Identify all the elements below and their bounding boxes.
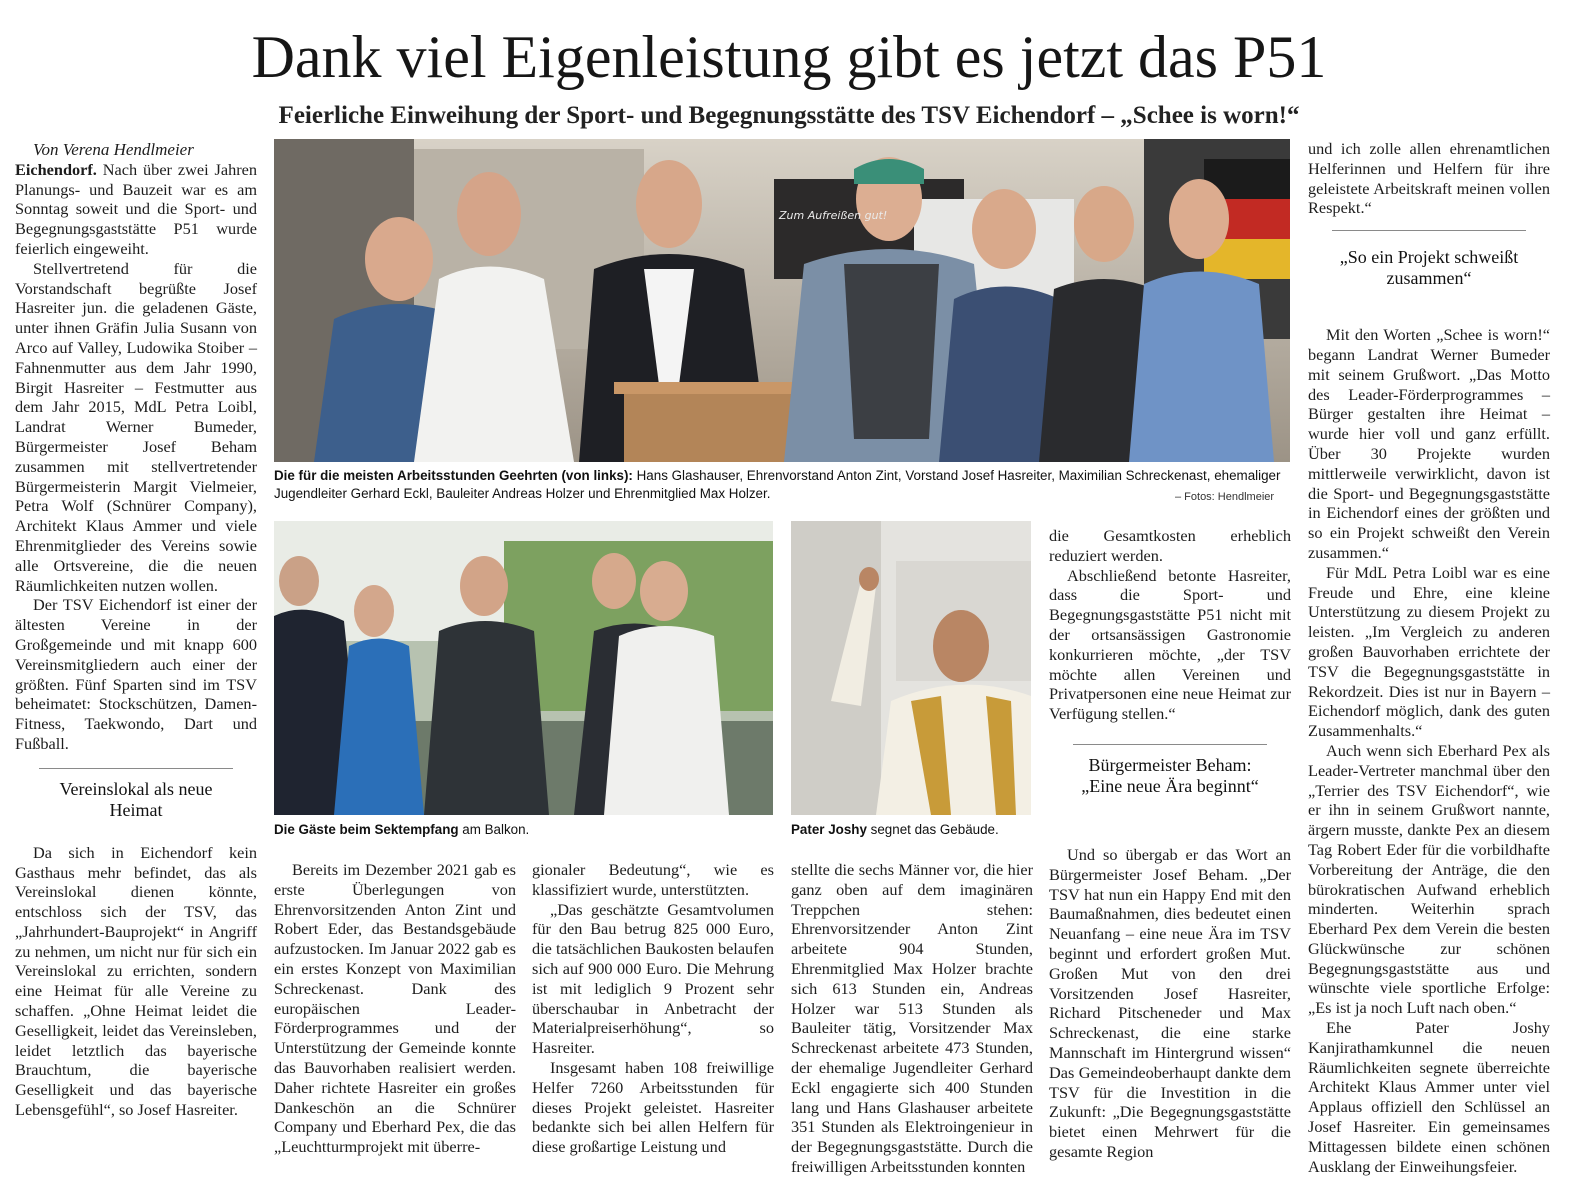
- paragraph: Für MdL Petra Loibl war es eine Freude und Ehre, eine kleine Unterstützung zu diesem Projekt zu leisten. „Im Vergleich zu anderen großen Bauvorhaben errichtete der TSV die Begegnungsgaststätte in Rekordzeit. Dies ist nur in Bayern – Eichendorf möglich, dank des guten Zusammenhalts.“: [1308, 562, 1550, 741]
- caption-bold: Die Gäste beim Sektempfang: [274, 822, 459, 837]
- paragraph: Der TSV Eichendorf ist einer der ältesten Vereine in der Großgemeinde und mit knapp 600 Vereinsmitgliedern auch einer der größten. Fünf Sparten sind im TSV beheimatet: Stockschützen, Damen-Fitness, Taekwondo, Dart und Fußball.: [15, 595, 257, 753]
- paragraph: stellte die sechs Männer vor, die hier ganz oben auf dem imaginären Treppchen stehen: Ehrenvorsitzender Anton Zint arbeitete 904 Stunden, Ehrenmitglied Max Holzer brachte sich 613 Stunden ein, Andreas Holzer war 513 Stunden als Bauleiter tätig, Vorsitzender Max Schreckenast arbeitete 473 Stunden, der ehemalige Jugendleiter Gerhard Eckl engagierte sich 400 Stunden lang und Hans Glashauser arbeitete 351 Stunden als Elektroingenieur in der Begegnungsgaststätte. Durch die freiwilligen Arbeitsstunden konnten: [791, 860, 1033, 1176]
- dateline: Eichendorf.: [15, 159, 97, 179]
- intertitle: „So ein Projekt schweißt zusammen“: [1332, 230, 1526, 289]
- reception-photo: [274, 521, 773, 815]
- paragraph: Auch wenn sich Eberhard Pex als Leader-Vertreter manchmal über den „Terrier des TSV Eichendorf“, wie er ihn in seinem Grußwort nannte, ärgern musste, dankte Pex an diesem Tag Robert Eder für die vorbildhafte Vorbereitung der Anträge, die den bürokratischen Aufwand erheblich minderten. Weiterhin sprach Eberhard Pex dem Verein die besten Glückwünsche zur schönen Begegnungsgaststätte aus und wünschte viele sportliche Erfolge: „Es ist ja noch Luft nach oben.“: [1308, 740, 1550, 1018]
- photo-credit: – Fotos: Hendlmeier: [1175, 491, 1275, 503]
- paragraph: die Gesamtkosten erheblich reduziert werden.: [1049, 526, 1291, 565]
- intertitle: Bürgermeister Beham: „Eine neue Ära beginnt“: [1073, 744, 1267, 797]
- paragraph: Mit den Worten „Schee is worn!“ begann Landrat Werner Bumeder mit seinem Grußwort. „Das Motto des Leader-Förderprogrammes – Bürger gestalten ihre Heimat – wurde hier voll und ganz erfüllt. Über 30 Projekte wurden mittlerweile verwirklicht, davon ist die Sport- und Begegnungsgaststätte in Eichendorf eines der größten und so ein Projekt schweißt den Verein zusammen.“: [1308, 325, 1550, 562]
- paragraph: „Das geschätzte Gesamtvolumen für den Bau betrug 825 000 Euro, die tatsächlichen Baukosten belaufen sich auf 900 000 Euro. Die Mehrung ist mit lediglich 9 Prozent sehr überschaubar in Anbetracht der Materialpreiserhöhung“, so Hasreiter.: [532, 899, 774, 1058]
- subheadline: Feierliche Einweihung der Sport- und Begegnungsstätte des TSV Eichendorf – „Schee is worn!“: [278, 102, 1300, 129]
- blessing-photo: [791, 521, 1031, 815]
- column-4: [791, 860, 1033, 1176]
- caption-bold: Pater Joshy: [791, 822, 867, 837]
- column-5: [1049, 526, 1291, 1161]
- caption-text: segnet das Gebäude.: [870, 822, 999, 837]
- paragraph: Abschließend betonte Hasreiter, dass die Sport- und Begegnungsgaststätte P51 nicht mit der ortsansässigen Gastronomie konkurrieren möchte, „der TSV möchte allen Vereinen und Privatpersonen eine neue Heimat zur Verfügung stellen.“: [1049, 565, 1291, 724]
- main-photo-caption: [274, 467, 1290, 503]
- caption-text: Hans Glashauser, Ehrenvorstand Anton Zint, Vorstand Josef Hasreiter, Maximilian Schreckenast, ehemaliger Jugendleiter Gerhard Eckl, Bauleiter Andreas Holzer und Ehrenmitglied Max Holzer.: [274, 468, 1281, 501]
- paragraph-text: Nach über zwei Jahren Planungs- und Bauzeit war es am Sonntag soweit und die Sport- und Begegnungsgaststätte P51 wurde feierlich eingeweiht.: [15, 159, 257, 258]
- paragraph: Bereits im Dezember 2021 gab es erste Überlegungen von Ehrenvorsitzenden Anton Zint und Robert Eder, das Bestandsgebäude aufzustocken. Im Januar 2022 gab es ein erstes Konzept von Maximilian Schreckenast. Dank des europäischen Leader-Förderprogrammes und der Unterstützung der Gemeinde konnte das Bauvorhaben realisiert werden. Daher richtete Hasreiter ein großes Dankeschön an die Schnürer Company und Eberhard Pex, die das „Leuchtturmprojekt mit überre-: [274, 860, 516, 1157]
- column-1: [15, 140, 257, 1150]
- reception-photo-caption: [274, 821, 773, 839]
- column-2: [274, 860, 516, 1157]
- paragraph: gionaler Bedeutung“, wie es klassifiziert wurde, unterstützten.: [532, 860, 774, 899]
- headline: Dank viel Eigenleistung gibt es jetzt das P51: [251, 24, 1327, 90]
- paragraph: Insgesamt haben 108 freiwillige Helfer 7260 Arbeitsstunden für dieses Projekt geleistet. Hasreiter bedankte sich bei allen Helfern für diese großartige Leistung und: [532, 1057, 774, 1157]
- lectern-sign-text: Zum Aufreißen gut!: [779, 209, 888, 222]
- intertitle: Vereinslokal als neue Heimat: [39, 768, 233, 821]
- paragraph: Und so übergab er das Wort an Bürgermeister Josef Beham. „Der TSV hat nun ein Happy End mit den Baumaßnahmen, dies bedeutet einen Neuanfang – eine neue Ära im TSV beginnt und erfordert großen Mut. Großen Mut von den drei Vorsitzenden Josef Hasreiter, Richard Pitscheneder und Max Schreckenast, die eine starke Mannschaft im Hintergrund wissen“ Das Gemeindeoberhaupt dankte dem TSV für die Investition in die Zukunft: „Die Begegnungsgaststätte bietet einen Mehrwert für die gesamte Region: [1049, 844, 1291, 1161]
- paragraph: Stellvertretend für die Vorstandschaft begrüßte Josef Hasreiter jun. die geladenen Gäste, unter ihnen Gräfin Julia Susann von Arco auf Valley, Ludowika Stoiber – Fahnenmutter aus dem Jahr 1990, Birgit Hasreiter – Festmutter aus dem Jahr 2015, MdL Petra Loibl, Landrat Werner Bumeder, Bürgermeister Josef Beham zusammen mit stellvertretender Bürgermeisterin Margit Vielmeier, Petra Wolf (Schnürer Company), Architekt Klaus Ammer und viele Ehrenmitglieder des Vereins sowie alle Ortsvereine, die die neuen Räumlichkeiten nutzen wollen.: [15, 258, 257, 595]
- paragraph: Ehe Pater Joshy Kanjirathamkunnel die neuen Räumlichkeiten segnete überreichte Architekt Klaus Ammer unter viel Applaus offiziell den Schlüssel an Josef Hasreiter. Ein gemeinsames Mittagessen bildete einen schönen Ausklang der Einweihungsfeier.: [1308, 1018, 1550, 1176]
- caption-bold: Die für die meisten Arbeitsstunden Geehrten (von links):: [274, 468, 633, 483]
- caption-text: am Balkon.: [462, 822, 530, 837]
- column-6: [1308, 139, 1550, 1176]
- paragraph: [15, 160, 257, 259]
- byline: Von Verena Hendlmeier: [33, 140, 194, 159]
- paragraph: Da sich in Eichendorf kein Gasthaus mehr befindet, das als Vereinslokal dienen könnte, entschloss sich der TSV, das „Jahrhundert-Bauprojekt“ in Angriff zu nehmen, um nicht nur für sich ein Vereinslokal zu errichten, sondern eine Heimat für alle Vereine zu schaffen. „Ohne Heimat leidet die Geselligkeit, leidet das Vereinsleben, leidet letztlich das bayerische Brauchtum, die bayerische Geselligkeit und das bayerische Lebensgefühl“, so Josef Hasreiter.: [15, 842, 257, 1120]
- main-photo: [274, 139, 1290, 462]
- blessing-photo-caption: [791, 821, 1031, 839]
- column-3: [532, 860, 774, 1157]
- paragraph: und ich zolle allen ehrenamtlichen Helferinnen und Helfern für ihre geleistete Arbeitskraft meinen vollen Respekt.“: [1308, 139, 1550, 218]
